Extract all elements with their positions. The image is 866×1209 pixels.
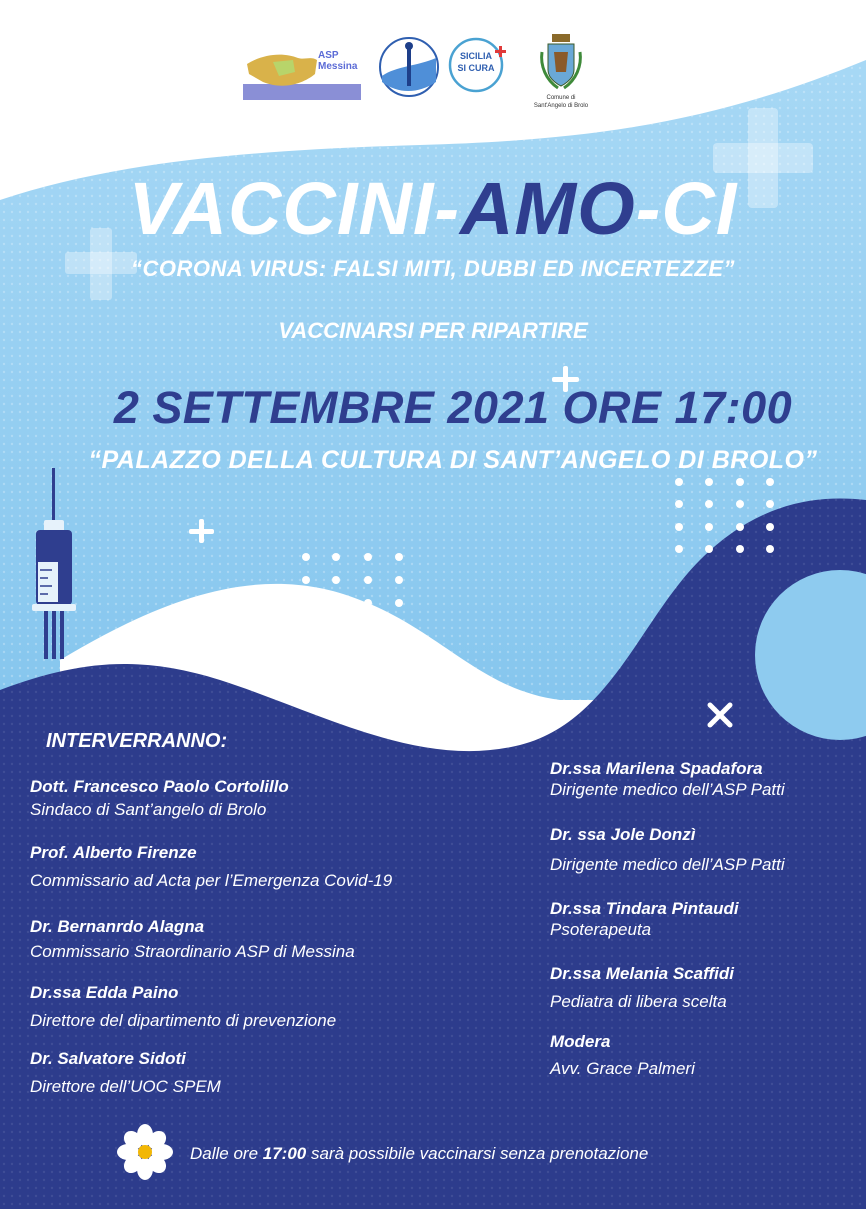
speaker-right-1-role: Dirigente medico dell’ASP Patti <box>550 780 785 799</box>
footer-after: sarà possibile vaccinarsi senza prenotazione <box>306 1144 649 1163</box>
speaker-right-1-name: Dr.ssa Marilena Spadafora <box>550 759 763 778</box>
asp-logo-text: ASP Messina <box>318 50 358 72</box>
moderator-name: Avv. Grace Palmeri <box>550 1059 695 1078</box>
event-tagline: VACCINARSI PER RIPARTIRE <box>278 318 588 343</box>
title-part-1: VACCINI- <box>128 167 461 250</box>
footer-before: Dalle ore <box>190 1144 263 1163</box>
footer-note <box>190 1144 648 1164</box>
event-subtitle: “CORONA VIRUS: FALSI MITI, DUBBI ED INCERTEZZE” <box>130 256 736 281</box>
comune-text-1: Comune di <box>546 95 576 101</box>
speaker-left-4-name: Dr.ssa Edda Paino <box>30 983 179 1002</box>
speaker-right-4-name: Dr.ssa Melania Scaffidi <box>550 964 734 983</box>
event-date: 2 SETTEMBRE 2021 ORE 17:00 <box>113 382 793 433</box>
comune-text-2: Sant'Angelo di Brolo <box>533 103 589 109</box>
title-part-3: -CI <box>635 167 738 250</box>
event-title <box>0 167 866 250</box>
sicilia-logo-line1: SICILIA <box>459 51 492 61</box>
speaker-left-3-role: Commissario Straordinario ASP di Messina <box>30 942 355 961</box>
sicilia-logo-line2: SI CURA <box>457 63 495 73</box>
speaker-left-2-role: Commissario ad Acta per l’Emergenza Covid-19 <box>30 871 393 890</box>
speaker-right-2-name: Dr. ssa Jole Donzì <box>550 825 696 844</box>
event-venue: “PALAZZO DELLA CULTURA DI SANT’ANGELO DI BROLO” <box>88 446 818 474</box>
speaker-left-5-role: Direttore dell’UOC SPEM <box>30 1077 221 1096</box>
footer-time: 17:00 <box>262 1144 307 1163</box>
comune-crest-logo <box>538 32 584 92</box>
speaker-right-3-role: Psoterapeuta <box>550 920 652 939</box>
madonnina-logo <box>378 36 440 98</box>
speaker-right-4-role: Pediatra di libera scelta <box>550 992 727 1011</box>
speaker-left-4-role: Direttore del dipartimento di prevenzione <box>30 1011 337 1030</box>
logos-row <box>0 0 866 120</box>
speaker-left-1-name: Dott. Francesco Paolo Cortolillo <box>30 777 289 796</box>
speakers-heading: INTERVERRANNO: <box>46 730 228 752</box>
speaker-left-2-name: Prof. Alberto Firenze <box>30 843 197 862</box>
speaker-right-3-name: Dr.ssa Tindara Pintaudi <box>550 899 739 918</box>
speaker-left-5-name: Dr. Salvatore Sidoti <box>30 1049 186 1068</box>
speaker-right-2-role: Dirigente medico dell’ASP Patti <box>550 855 785 874</box>
speaker-left-3-name: Dr. Bernanrdo Alagna <box>30 917 205 936</box>
moderator-label: Modera <box>550 1032 611 1051</box>
title-part-2: AMO <box>460 167 636 250</box>
speaker-left-1-role: Sindaco di Sant’angelo di Brolo <box>30 800 267 819</box>
